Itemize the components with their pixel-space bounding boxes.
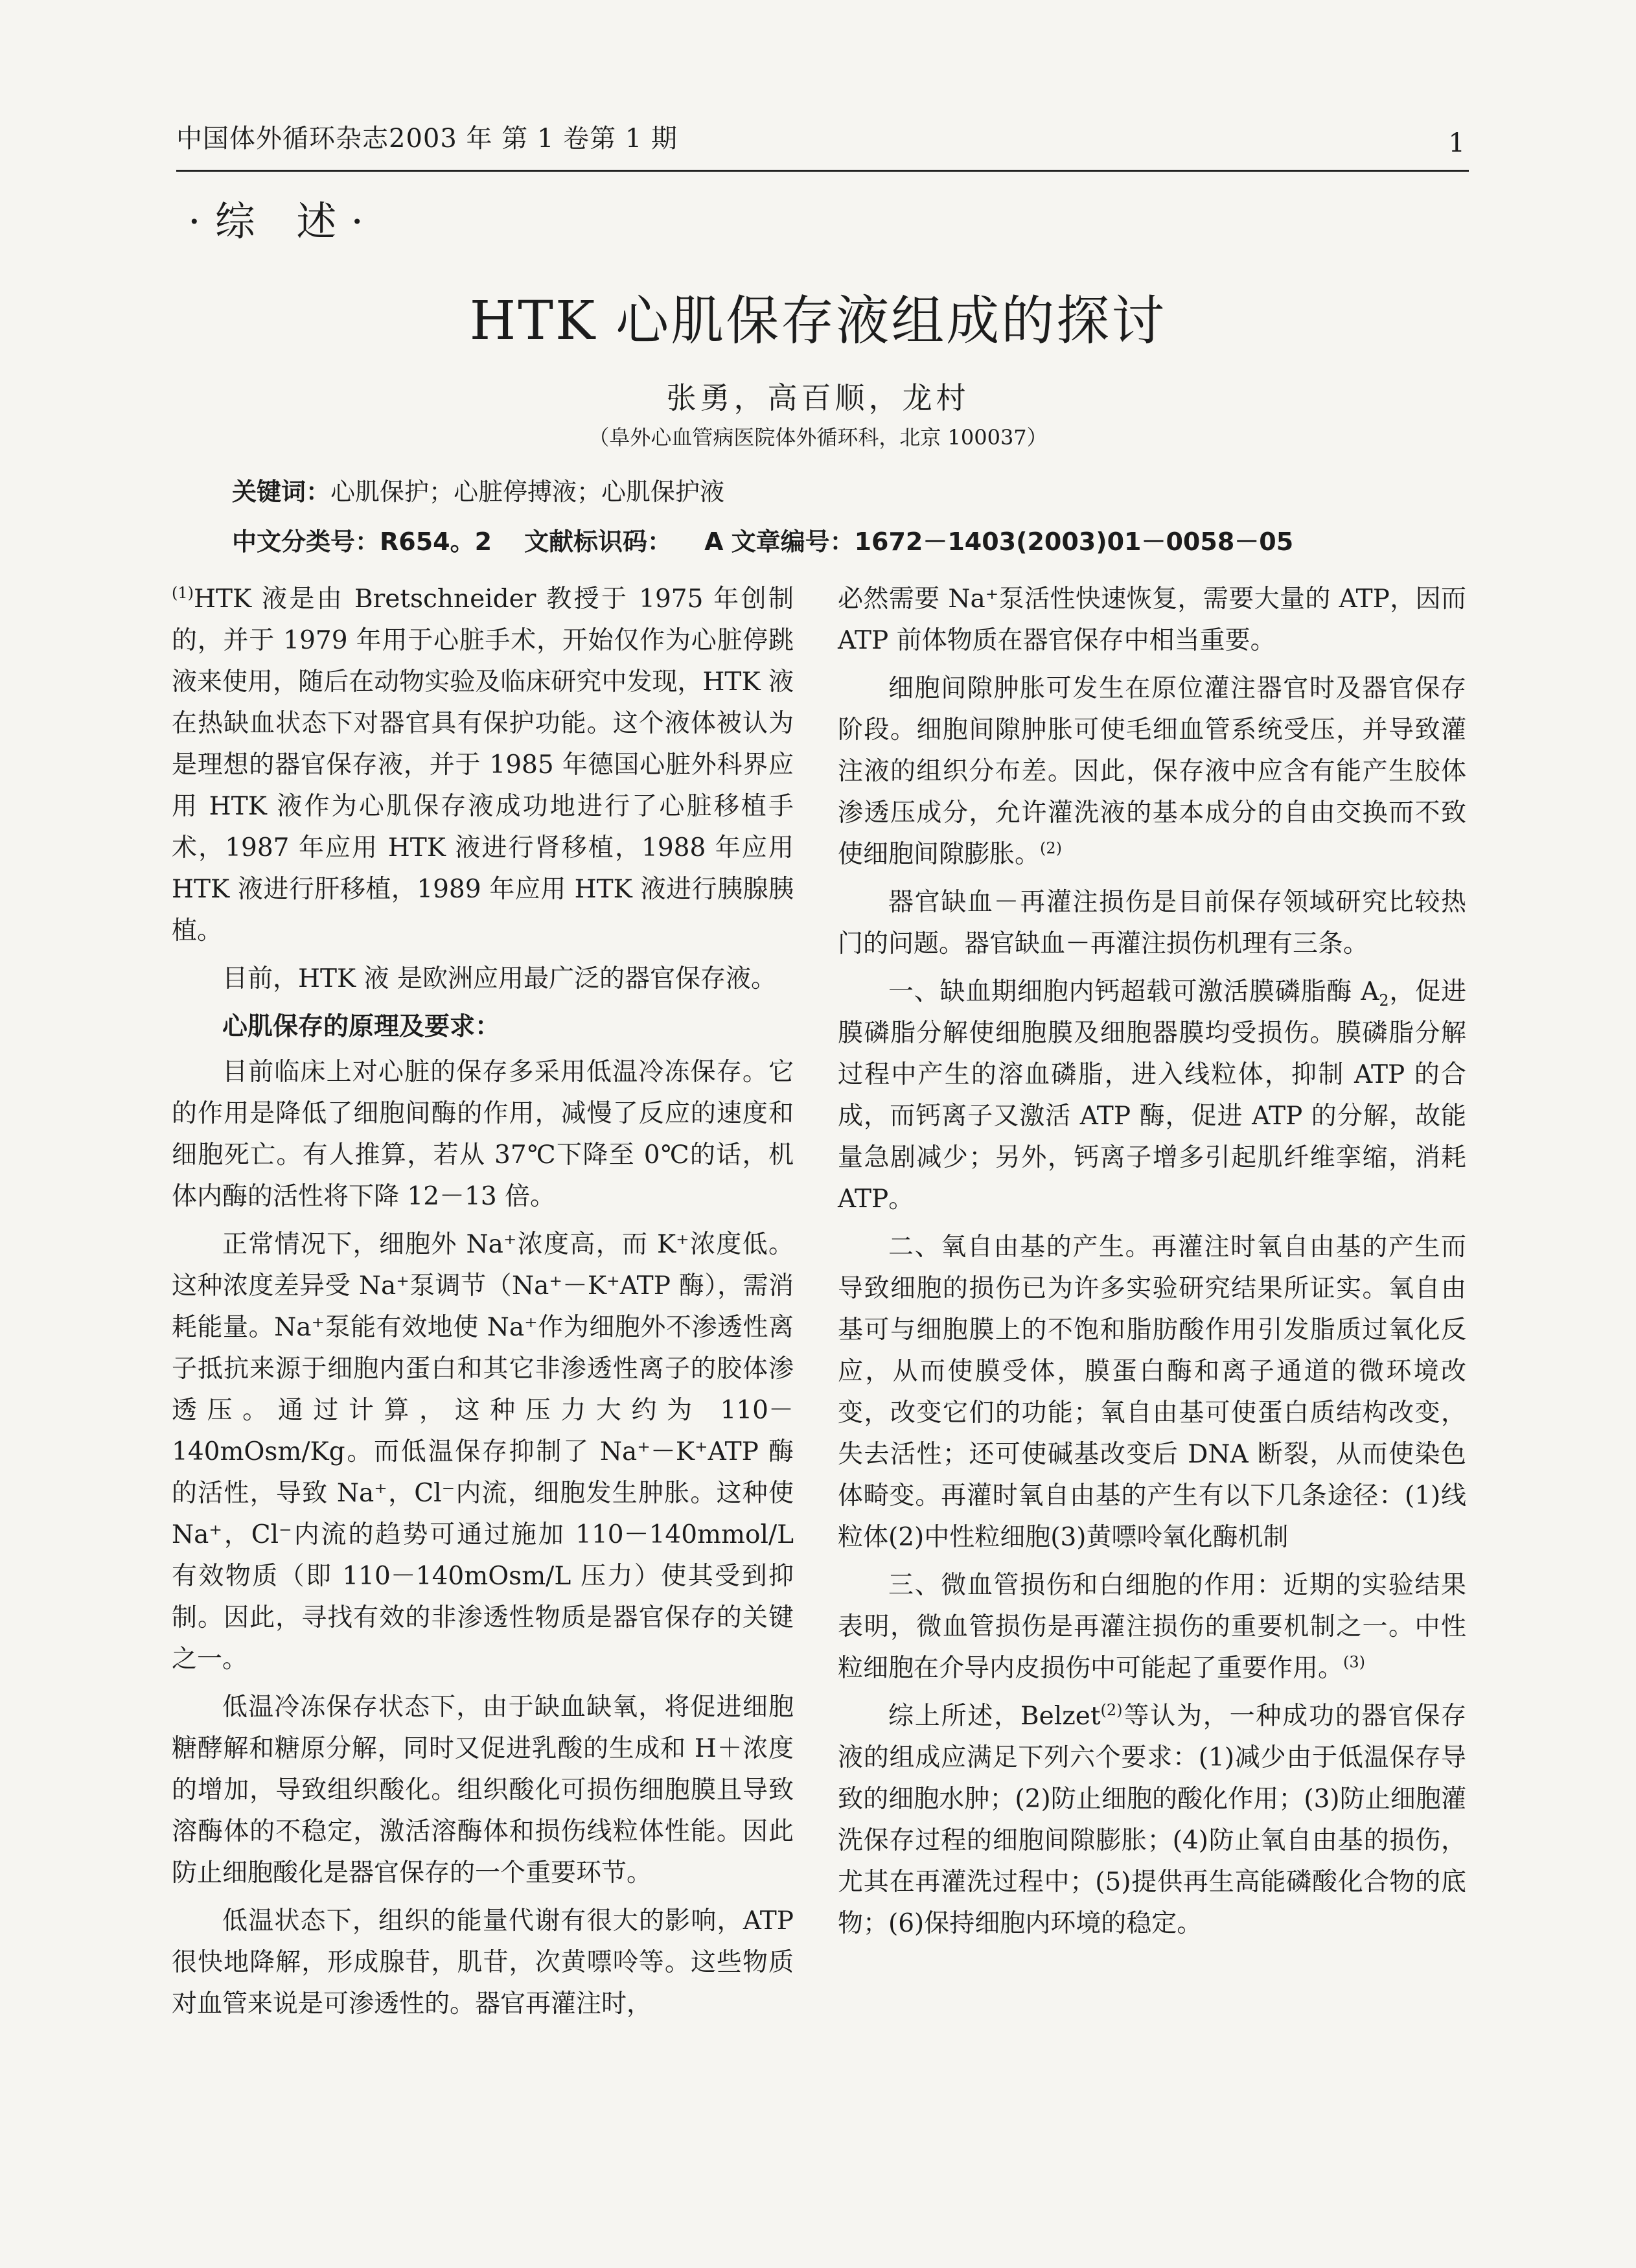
paragraph: [838, 971, 1466, 1220]
citation-mark: (3): [1343, 1653, 1366, 1671]
article-number-label: 文章编号：: [731, 527, 855, 556]
doc-code-value: A: [704, 527, 724, 556]
paragraph: [172, 579, 794, 952]
paragraph: 正常情况下，细胞外 Na⁺浓度高，而 K⁺浓度低。这种浓度差异受 Na⁺泵调节（Na⁺－K⁺ATP 酶），需消耗能量。Na⁺泵能有效地使 Na⁺作为细胞外不渗透性离子抵抗来源于细胞内蛋白和其它非渗透性离子的胶体渗透压。通过计算，这种压力大约为 110－140mOsm/Kg。而低温保存抑制了 Na⁺－K⁺ATP 酶的活性，导致 Na⁺，Cl⁻内流，细胞发生肿胀。这种使 Na⁺，Cl⁻内流的趋势可通过施加 110－140mmol/L 有效物质（即 110－140mOsm/L 压力）使其受到抑制。因此，寻找有效的非渗透性物质是器官保存的关键之一。: [172, 1230, 794, 1674]
paragraph: 低温冷冻保存状态下，由于缺血缺氧，将促进细胞糖酵解和糖原分解，同时又促进乳酸的生成和 H＋浓度的增加，导致组织酸化。组织酸化可损伤细胞膜且导致溶酶体的不稳定，激活溶酶体和损伤线粒体性能。因此防止细胞酸化是器官保存的一个重要环节。: [172, 1693, 794, 1888]
article-title: HTK 心肌保存液组成的探讨: [469, 290, 1167, 352]
journal-name: 中国体外循环杂志2003 年 第 1 卷第 1 期: [176, 124, 678, 154]
citation-mark: (2): [1040, 839, 1063, 857]
clc-label: 中文分类号：: [232, 527, 380, 556]
paragraph: 目前，HTK 液 是欧洲应用最广泛的器官保存液。: [222, 964, 776, 993]
paragraph: [838, 668, 1466, 875]
clc-value: R654。2: [380, 527, 492, 556]
keywords-text: 心肌保护；心脏停搏液；心肌保护液: [330, 478, 725, 506]
citation-mark: (1): [172, 584, 194, 602]
paragraph-text: 综上所述，Belzet: [888, 1702, 1101, 1731]
classification-line: [232, 522, 1293, 557]
paragraph-text: 三、微血管损伤和白细胞的作用：近期的实验结果表明，微血管损伤是再灌注损伤的重要机制之一。中性粒细胞在介导内皮损伤中可能起了重要作用。: [838, 1571, 1466, 1683]
subscript: 2: [1379, 991, 1389, 1010]
right-column: [838, 579, 1466, 1951]
article-number-value: 1672－1403(2003)01－0058－05: [854, 527, 1294, 556]
keywords-label: 关键词：: [232, 478, 331, 506]
doc-code-label: 文献标识码：: [524, 527, 673, 556]
section-tag: ·综 述·: [188, 198, 378, 245]
paragraph: 二、氧自由基的产生。再灌注时氧自由基的产生而导致细胞的损伤已为许多实验研究结果所证实。氧自由基可与细胞膜上的不饱和脂肪酸作用引发脂质过氧化反应，从而使膜受体，膜蛋白酶和离子通道的微环境改变，改变它们的功能；氧自由基可使蛋白质结构改变，失去活性；还可使碱基改变后 DNA 断裂，从而使染色体畸变。再灌时氧自由基的产生有以下几条途径：(1)线粒体(2)中性粒细胞(3)黄嘌呤氧化酶机制: [838, 1232, 1466, 1552]
paragraph: [838, 1565, 1466, 1689]
citation-mark: (2): [1100, 1701, 1123, 1719]
paragraph-text: 细胞间隙肿胀可发生在原位灌注器官时及器官保存阶段。细胞间隙肿胀可使毛细血管系统受压，并导致灌注液的组织分布差。因此，保存液中应含有能产生胶体渗透压成分，允许灌洗液的基本成分的自由交换而不致使细胞间隙膨胀。: [838, 674, 1466, 869]
article-authors: 张勇，高百顺，龙村: [666, 380, 970, 415]
paragraph: 器官缺血－再灌注损伤是目前保存领域研究比较热门的问题。器官缺血－再灌注损伤机理有三条。: [838, 888, 1466, 958]
paragraph-text: HTK 液是由 Bretschneider 教授于 1975 年创制的，并于 1979 年用于心脏手术，开始仅作为心脏停跳液来使用，随后在动物实验及临床研究中发现，HTK 液在热缺血状态下对器官具有保护功能。这个液体被认为是理想的器官保存液，并于 1985 年德国心脏外科界应用 HTK 液作为心肌保存液成功地进行了心脏移植手术，1987 年应用 HTK 液进行肾移植，1988 年应用 HTK 液进行肝移植，1989 年应用 HTK 液进行胰腺胰植。: [172, 584, 794, 945]
section-heading: 心肌保存的原理及要求：: [222, 1012, 501, 1041]
paragraph: 目前临床上对心脏的保存多采用低温冷冻保存。它的作用是降低了细胞间酶的作用，减慢了反应的速度和细胞死亡。有人推算，若从 37℃下降至 0℃的话，机体内酶的活性将下降 12－13 倍。: [172, 1058, 794, 1211]
paragraph: 低温状态下，组织的能量代谢有很大的影响，ATP 很快地降解，形成腺苷，肌苷，次黄嘌呤等。这些物质对血管来说是可渗透性的。器官再灌注时，: [172, 1906, 794, 2019]
running-header: [176, 114, 1469, 172]
paragraph-text: 等认为，一种成功的器官保存液的组成应满足下列六个要求：(1)减少由于低温保存导致的细胞水肿；(2)防止细胞的酸化作用；(3)防止细胞灌洗保存过程的细胞间隙膨胀；(4)防止氧自由基的损伤，尤其在再灌洗过程中；(5)提供再生高能磷酸化合物的底物；(6)保持细胞内环境的稳定。: [838, 1702, 1466, 1938]
paragraph: [838, 1696, 1466, 1945]
page-number: 1: [1448, 128, 1465, 158]
left-column: [172, 579, 794, 2031]
paragraph-text: ，促进膜磷脂分解使细胞膜及细胞器膜均受损伤。膜磷脂分解过程中产生的溶血磷脂，进入线粒体，抑制 ATP 的合成，而钙离子又激活 ATP 酶，促进 ATP 的分解，故能量急剧减少；另外，钙离子增多引起肌纤维挛缩，消耗 ATP。: [838, 977, 1466, 1214]
author-affiliation: （阜外心血管病医院体外循环科，北京 100037）: [588, 425, 1048, 450]
paragraph: 必然需要 Na⁺泵活性快速恢复，需要大量的 ATP，因而 ATP 前体物质在器官保存中相当重要。: [838, 584, 1466, 655]
keywords-line: [232, 472, 724, 507]
paragraph-text: 一、缺血期细胞内钙超载可激活膜磷脂酶 A: [888, 977, 1379, 1006]
